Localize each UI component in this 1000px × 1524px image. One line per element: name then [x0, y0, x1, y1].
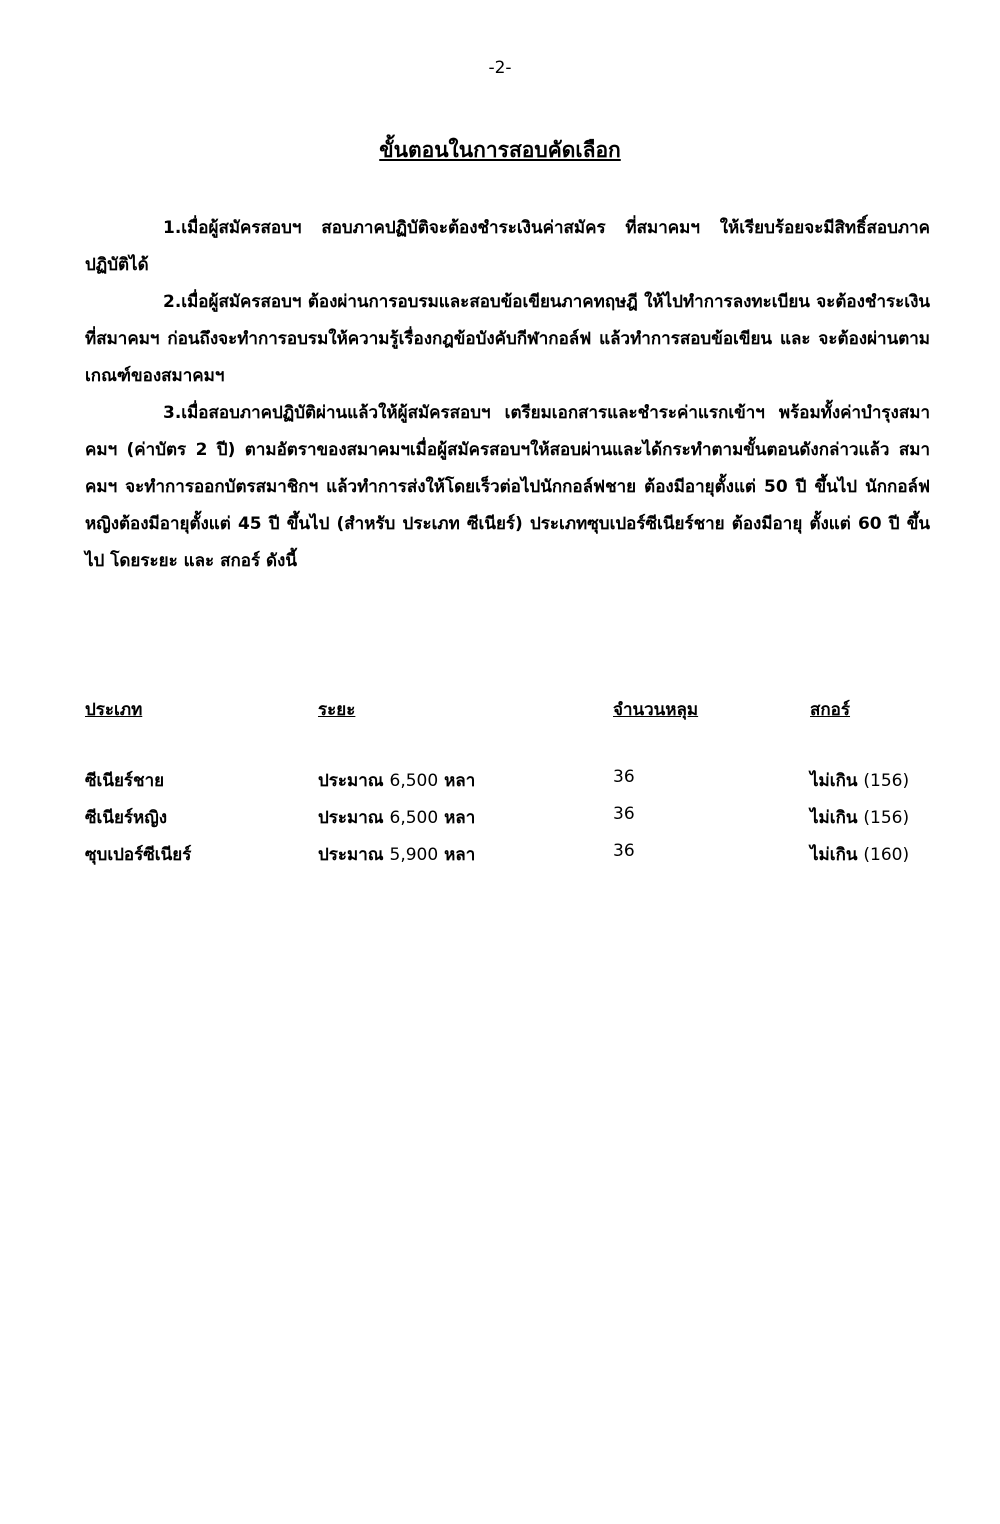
paragraph-3: 3.เมื่อสอบภาคปฏิบัติผ่านแล้วให้ผู้สมัครสอบฯ เตรียมเอกสารและชำระค่าแรกเข้าฯ พร้อมทั้งค่าบำรุงสมาคมฯ (ค่าบัตร 2 ปี) ตามอัตราของสมาคมฯเมื่อผู้สมัครสอบฯให้สอบผ่านและได้กระทำตามขั้นตอนดังกล่าวแล้ว สมาคมฯ จะทำการออกบัตรสมาชิกฯ แล้วทำการส่งให้โดยเร็วต่อไปนักกอล์ฟชาย ต้องมีอายุตั้งแต่ 50 ปี ขึ้นไป นักกอล์ฟหญิงต้องมีอายุตั้งแต่ 45 ปี ขึ้นไป (สำหรับ ประเภท ซีเนียร์) ประเภทซุบเปอร์ซีเนียร์ชาย ต้องมีอายุ ตั้งแต่ 60 ปี ขึ้นไป โดยระยะ และ สกอร์ ดังนี้	[85, 403, 930, 571]
row-distance	[318, 804, 475, 831]
score-value: (156)	[863, 808, 910, 828]
score-value: (156)	[863, 771, 910, 791]
row-holes: 36	[613, 804, 635, 824]
page-title: ขั้นตอนในการสอบคัดเลือก	[379, 138, 621, 162]
distance-unit: หลา	[438, 845, 476, 865]
score-label: ไม่เกิน	[810, 771, 864, 791]
distance-value: 6,500	[389, 808, 439, 828]
header-holes: จำนวนหลุม	[613, 700, 699, 720]
table-row	[85, 767, 930, 804]
body-text	[85, 210, 930, 580]
row-type: ซีเนียร์ชาย	[85, 771, 165, 791]
header-type: ประเภท	[85, 700, 143, 720]
table-row	[85, 841, 930, 878]
row-score	[810, 767, 909, 794]
row-distance	[318, 767, 475, 794]
paragraph-2: 2.เมื่อผู้สมัครสอบฯ ต้องผ่านการอบรมและสอบข้อเขียนภาคทฤษฎี ให้ไปทำการลงทะเบียน จะต้องชำระเงินที่สมาคมฯ ก่อนถึงจะทำการอบรมให้ความรู้เรื่องกฎข้อบังคับกีฬากอล์ฟ แล้วทำการสอบข้อเขียน และ จะต้องผ่านตามเกณฑ์ของสมาคมฯ	[85, 292, 930, 386]
row-type: ซีเนียร์หญิง	[85, 808, 168, 828]
distance-prefix: ประมาณ	[318, 771, 390, 791]
distance-value: 5,900	[389, 845, 439, 865]
row-type: ซุบเปอร์ซีเนียร์	[85, 845, 192, 865]
score-label: ไม่เกิน	[810, 845, 864, 865]
header-score: สกอร์	[810, 700, 851, 720]
distance-value: 6,500	[389, 771, 439, 791]
distance-prefix: ประมาณ	[318, 808, 390, 828]
row-distance	[318, 841, 475, 868]
row-holes: 36	[613, 767, 635, 787]
header-distance: ระยะ	[318, 700, 356, 720]
distance-prefix: ประมาณ	[318, 845, 390, 865]
score-label: ไม่เกิน	[810, 808, 864, 828]
table-header-row	[85, 696, 930, 733]
row-score	[810, 804, 909, 831]
page-number: -2-	[488, 58, 512, 78]
distance-unit: หลา	[438, 771, 476, 791]
score-value: (160)	[863, 845, 910, 865]
distance-unit: หลา	[438, 808, 476, 828]
row-score	[810, 841, 909, 868]
category-table	[85, 696, 930, 878]
paragraph-1: 1.เมื่อผู้สมัครสอบฯ สอบภาคปฏิบัติจะต้องชำระเงินค่าสมัคร ที่สมาคมฯ ให้เรียบร้อยจะมีสิทธิ์สอบภาคปฏิบัติได้	[85, 218, 930, 275]
row-holes: 36	[613, 841, 635, 861]
table-row	[85, 804, 930, 841]
